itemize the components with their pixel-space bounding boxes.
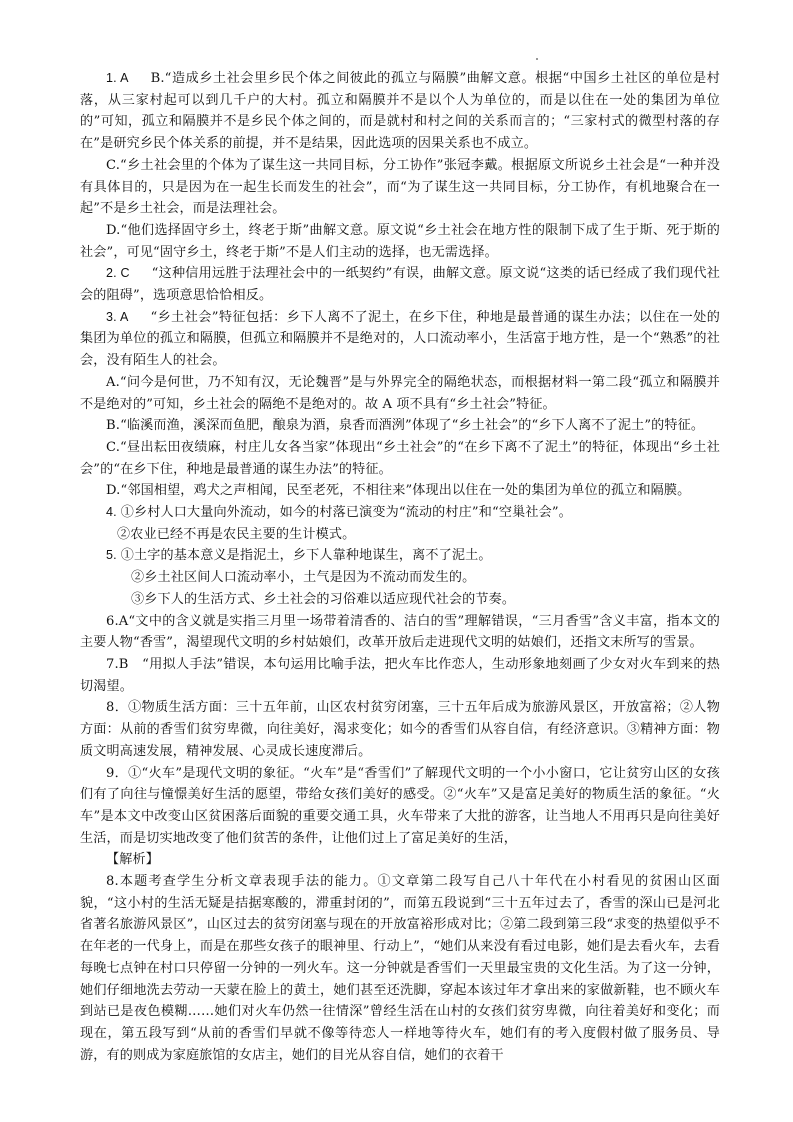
answer-number: 5. [106, 548, 117, 563]
answer-1-d: D.“他们选择固守乡土，终老于斯”曲解文意。原文说“乡土社会在地方性的限制下成了生于斯、死于斯的社会”，可见“固守乡土，终老于斯”不是人们主动的选择，也无需选择。 [80, 222, 720, 260]
answer-5-2: ②乡土社区间人口流动率小，土气是因为不流动而发生的。 [131, 570, 476, 586]
answer-3-c: C.“昼出耘田夜绩麻，村庄儿女各当家”体现出“乡土社会”的“在乡下离不了泥土”的特征，体现出“乡土社会”的“在乡下住，种地是最普通的谋生办法”的特征。 [80, 439, 720, 477]
answer-document [80, 68, 720, 1066]
answer-number: 3. A [106, 309, 129, 324]
analysis-heading: 【解析】 [106, 852, 159, 868]
answer-number: 4. [106, 505, 117, 520]
answer-4-1 [80, 502, 720, 524]
answer-text: ①乡村人口大量向外流动，如今的村落已演变为“流动的村庄”和“空巢社会”。 [120, 505, 572, 521]
answer-3-d: D.“邻国相望，鸡犬之声相闻，民至老死，不相往来”体现出以住在一处的集团为单位的孤立和隔膜。 [106, 483, 691, 499]
answer-number: 2. C [106, 266, 130, 281]
answer-3-b: B.“临溪而渔，溪深而鱼肥，酿泉为酒，泉香而酒洌”体现了“乡土社会”的“乡下人离不了泥土”的特征。 [106, 418, 705, 434]
answer-text: “这种信用远胜于法理社会中的一纸契约”有误，曲解文意。原文说“这类的话已经成了我们现代社会的阻碍”，选项意思恰恰相反。 [80, 266, 720, 304]
page-mark [536, 58, 538, 60]
answer-text: B.“造成乡土社会里乡民个体之间彼此的孤立与隔膜”曲解文意。根据“中国乡土社区的单位是村落，从三家村起可以到几千户的大村。孤立和隔膜并不是以个人为单位的，而是以住在一处的集团为单位的”可知，孤立和隔膜并不是乡民个体之间的，而是就村和村之间的关系而言的；“三家村式的微型村落的存在”是研究乡民个体关系的前提，并不是结果，因此选项的因果关系也不成立。 [80, 71, 720, 152]
answer-6: 6.A“文中的含义就是实指三月里一场带着清香的、洁白的雪”理解错误，“三月香雪”含义丰富，指本文的主要人物“香雪”，渴望现代文明的乡村姑娘们，改革开放后走进现代文明的姑娘们，还指文末所写的雪景。 [80, 613, 720, 651]
answer-text: ①土字的基本意义是指泥土，乡下人靠种地谋生，离不了泥土。 [120, 548, 492, 564]
answer-7: 7.B “用拟人手法”错误，本句运用比喻手法，把火车比作恋人，生动形象地刻画了少女对火车到来的热切渴望。 [80, 656, 720, 694]
analysis-8: 8.本题考查学生分析文章表现手法的能力。①文章第二段写自己八十年代在小村看见的贫困山区面貌，“这小村的生活无疑是拮据寒酸的，滞重封闭的”，而第五段说到“三十五年过去了，香雪的深山已是河北省著名旅游风景区”，山区过去的贫穷闭塞与现在的开放富裕形成对比；②第二段到第三段“求变的热望似乎不在年老的一代身上，而是在那些女孩子的眼神里、行动上”，“她们从来没有看过电影，她们是去看火车，去看每晚七点钟在村口只停留一分钟的一列火车。这一分钟就是香雪们一天里最宝贵的文化生活。为了这一分钟，她们仔细地洗去劳动一天蒙在脸上的黄土，她们甚至还洗脚，穿起本该过年才拿出来的家做新鞋，也不顾火车到站已是夜色模糊……她们对火车仍然一往情深”曾经生活在山村的女孩们贫穷卑微，向往着美好和变化；而现在，第五段写到“从前的香雪们早就不像等待恋人一样地等待火车，她们有的考入度假村做了服务员、导游，有的则成为家庭旅馆的女店主，她们的目光从容自信，她们的衣着干 [80, 874, 720, 1063]
answer-2 [80, 263, 720, 306]
answer-5-1 [80, 545, 720, 567]
answer-5-3: ③乡下人的生活方式、乡土社会的习俗难以适应现代社会的节奏。 [131, 591, 516, 607]
answer-8: 8．①物质生活方面：三十五年前，山区农村贫穷闭塞，三十五年后成为旅游风景区，开放富裕；②人物方面：从前的香雪们贫穷卑微，向往美好，渴求变化；如今的香雪们从容自信，有经济意识。③精神方面：物质文明高速发展，精神发展、心灵成长速度滞后。 [80, 700, 720, 759]
answer-text: “乡土社会”特征包括：乡下人离不了泥土，在乡下住，种地是最普通的谋生办法；以住在一处的集团为单位的孤立和隔膜，但孤立和隔膜并不是绝对的，人口流动率小，生活富于地方性，是一个“熟悉”的社会，没有陌生人的社会。 [80, 309, 720, 369]
answer-9: 9．①“火车”是现代文明的象征。“火车”是“香雪们”了解现代文明的一个小小窗口，它让贫穷山区的女孩们有了向往与憧憬美好生活的愿望，带给女孩们美好的感受。②“火车”又是富足美好的物质生活的象征。“火车”是本文中改变山区贫困落后面貌的重要交通工具，火车带来了大批的游客，让当地人不用再只是向往美好生活，而是切实地改变了他们贫苦的条件，让他们过上了富足美好的生活， [80, 765, 720, 846]
answer-number: 1. A [106, 71, 129, 85]
answer-4-2: ②农业已经不再是农民主要的生计模式。 [117, 526, 356, 542]
answer-3 [80, 307, 720, 372]
answer-1-b [80, 68, 720, 155]
answer-1-c: C.“乡土社会里的个体为了谋生这一共同目标，分工协作”张冠李戴。根据原文所说乡土社会是“一种并没有具体目的，只是因为在一起生长而发生的社会”，而“为了谋生这一共同目标，分工协作，有机地聚合在一起”不是乡土社会，而是法理社会。 [80, 157, 720, 217]
answer-3-a: A.“问今是何世，乃不知有汉，无论魏晋”是与外界完全的隔绝状态，而根据材料一第二段“孤立和隔膜并不是绝对的”可知，乡土社会的隔绝不是绝对的。故 A 项不具有“乡土社会”特征。 [80, 374, 720, 412]
